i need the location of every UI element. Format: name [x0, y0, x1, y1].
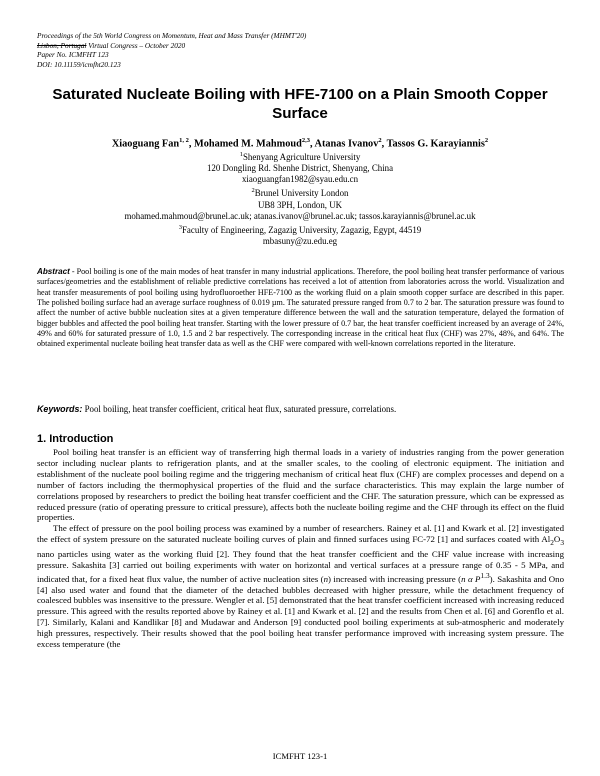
author-name: Atanas Ivanov [314, 138, 379, 150]
abstract-text: - Pool boiling is one of the main modes of heat transfer in many industrial applications. Therefore, the pool boiling heat transfer performance of various surfaces/geometries and the establishment of reliable predictive correlations has received a lot of attention from laboratories across the world. Visualization and heat transfer measurements of pool boiling using hydrofluoroether HFE-7100 as the working fluid on a plain smooth copper surface are described in this paper. The polished boiling surface had an average surface roughness of 0.019 µm. The saturated pressure ranged from 0.7 to 2 bar. The saturation pressure was found to affect the number of active bubble nucleation sites at a given temperature difference between the wall and the saturation temperature, delayed the formation of bigger bubbles and affected the pool boiling heat transfer. Starting with the lower pressure of 0.7 bar, the heat transfer coefficient increased by an average of 24%, 49% and 60% for saturated pressure of 1.0, 1.5 and 2 bar respectively. The corresponding increase in the critical heat flux (CHF) was 27%, 48%, and 64%. The obtained experimental nucleate boiling heat transfer data as well as the CHF were compared with well-known correlations reported in the literature. [37, 267, 564, 349]
affiliation-2-address: UB8 3PH, London, UK [257, 199, 343, 210]
conference-location [37, 41, 567, 51]
keywords [37, 404, 564, 415]
italic-expression: n α P [461, 573, 481, 584]
paper-title: Saturated Nucleate Boiling with HFE-7100 on a Plain Smooth Copper Surface [52, 86, 548, 122]
keywords-label: Keywords: [37, 404, 83, 414]
affiliation-mark: 1 [239, 151, 243, 158]
paper-number: Paper No. ICMFHT 123 [37, 50, 109, 60]
author-list [30, 134, 570, 150]
affiliation-mark: 3 [178, 223, 182, 231]
doi: DOI: 10.11159/icmfht20.123 [37, 59, 121, 69]
author-separator: , [188, 138, 194, 150]
introduction-body [37, 447, 564, 650]
affiliation-name: Shenyang Agriculture University [242, 151, 361, 162]
superscript: 1.3 [480, 570, 490, 580]
author-affiliation-mark: 2,3 [301, 137, 310, 144]
proceedings-header [37, 31, 567, 69]
affiliation-2-email[interactable]: mohamed.mahmoud@brunel.ac.uk; atanas.ivanov@brunel.ac.uk; tassos.karayiannis@brunel.ac.uk [124, 210, 476, 221]
affiliations [30, 149, 570, 247]
affiliation-1-name [30, 149, 570, 163]
affiliation-name: Brunel University London [254, 188, 349, 199]
affiliation-1-email[interactable]: xiaoguangfan1982@syau.edu.cn [241, 174, 359, 185]
abstract [37, 267, 564, 350]
author-name: Mohamed M. Mahmoud [193, 138, 302, 150]
keywords-text: Pool boiling, heat transfer coefficient, critical heat flux, saturated pressure, correlations. [82, 404, 397, 414]
author-separator: , [381, 138, 387, 150]
virtual-congress-date: Virtual Congress – October 2020 [86, 40, 186, 50]
section-heading-introduction: 1. Introduction [37, 433, 114, 445]
author-name: Tassos G. Karayiannis [386, 138, 485, 150]
abstract-label: Abstract [37, 267, 70, 276]
text-run: nano particles using water as the working fluid [2]. They found that the heat transfer coefficient and the CHF value increase with increasing pressure. Sakashita [3] carried out boiling experiments with water on horizontal and vertical surfaces at a pressure range of 0.35 - 5 MPa, and indicated that, for a fixed heat flux value, the number of active nucleation sites ( [37, 548, 564, 584]
paragraph: Pool boiling heat transfer is an efficient way of transferring high thermal loads in a variety of industries ranging from the power generation sector including nuclear plants to refrigeration plants, and at the smaller scales, to the cooling of electronic equipment. The initiation and establishment of the nucleate pool boiling regime and the triggering mechanism of critical heat flux (CHF) are complex processes and depend on a number of factors including the thermophysical properties of the fluid and the surface characteristics. This may explain the large number of correlations proposed by researchers to predict the boiling heat transfer coefficient and the CHF. The saturation pressure, which can be expressed as reduced pressure (ratio of operating pressure to critical pressure), affects both the nucleate boiling regime and the CHF through its effect on the fluid properties. [37, 447, 564, 523]
affiliation-1-address: 120 Dongling Rd. Shenhe District, Shenyang, China [206, 163, 394, 174]
text-run: O [553, 534, 561, 545]
italic-symbol: n [323, 573, 329, 584]
struck-location: Lisbon, Portugal [37, 40, 87, 50]
paragraph [37, 523, 564, 650]
affiliation-3-email[interactable]: mbasuny@zu.edu.eg [262, 236, 338, 246]
page-footer: ICMFHT 123-1 [272, 751, 328, 761]
author-affiliation-mark: 1, 2 [179, 137, 189, 144]
subscript: 2 [550, 538, 554, 548]
author-name: Xiaoguang Fan [111, 138, 180, 150]
author-separator: , [309, 138, 315, 150]
text-run: The effect of pressure on the pool boiling process was examined by a number of researchers. Rainey et al. [1] and Kwark et al. [2] investigated the effect of system pressure on the saturated nucleate boiling curves of plain and finned surfaces using FC-72 [1] and surfaces coated with Al [37, 523, 564, 545]
affiliation-name: Faculty of Engineering, Zagazig University, Zagazig, Egypt, 44519 [182, 224, 422, 235]
affiliation-2-name [30, 185, 570, 199]
author-affiliation-mark: 2 [378, 137, 382, 144]
text-run: ) increased with increasing pressure ( [328, 573, 462, 584]
text-run: ). Sakashita and Ono [4] also used water and found that the diameter of the detached bubbles decreased with higher pressure, while the detachment frequency of coalesced bubbles was insensitive to the pressure. Wengler et al. [5] demonstrated that the heat transfer coefficient increased with increasing reduced pressure. This agreed with the results reported above by Rainey et al. [1] and Kwark et al. [2] and the results from Chen et al. [6] and Gorenflo et al. [7]. Similarly, Kalani and Kandlikar [8] and Mudawar and Anderson [9] conducted pool boiling experiments at sub-atmospheric and moderately high pressures, respectively. Their results showed that the pool boiling heat transfer performance improved with increasing system pressure. The excess temperature (the [37, 573, 565, 650]
subscript: 3 [560, 538, 564, 548]
affiliation-3-name [30, 222, 570, 236]
proceedings-title: Proceedings of the 5th World Congress on Momentum, Heat and Mass Transfer (MHMT'20) [37, 31, 307, 40]
affiliation-mark: 2 [251, 187, 255, 195]
author-affiliation-mark: 2 [484, 137, 489, 144]
